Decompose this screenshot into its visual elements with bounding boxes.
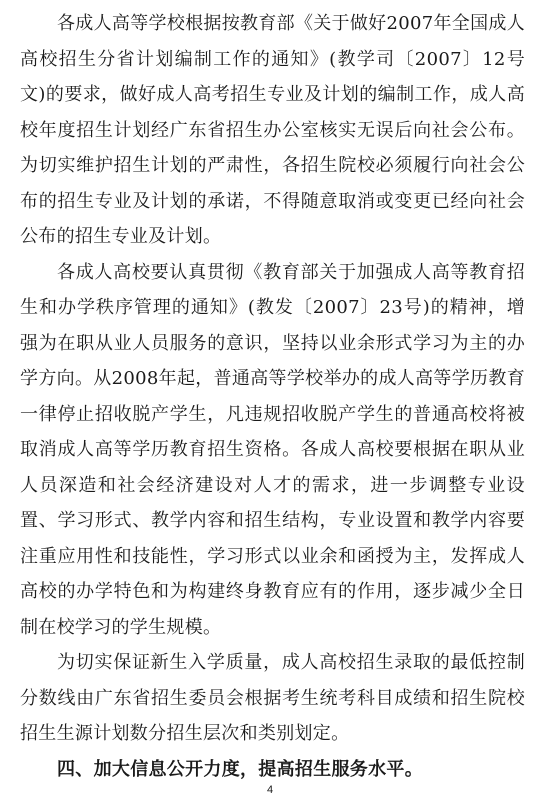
document-body (20, 6, 525, 787)
paragraph-enrollment-order: 各成人高校要认真贯彻《教育部关于加强成人高等教育招生和办学秩序管理的通知》(教发〔2007〕23号)的精神，增强为在职从业人员服务的意识，坚持以业余形式学习为主的办学方向。从2008年起，普通高等学校举办的成人高等学历教育一律停止招收脱产学生，凡违规招收脱产学生的普通高校将被取消成人高等学历教育招生资格。各成人高校要根据在职从业人员深造和社会经济建设对人才的需求，进一步调整专业设置、学习形式、教学内容和招生结构，专业设置和教学内容要注重应用性和技能性，学习形式以业余和函授为主，发挥成人高校的办学特色和为构建终身教育应有的作用，逐步减少全日制在校学习的学生规模。 (20, 261, 525, 638)
paragraph-enrollment-plan: 各成人高等学校根据按教育部《关于做好2007年全国成人高校招生分省计划编制工作的通知》(教学司〔2007〕12号文)的要求，做好成人高考招生专业及计划的编制工作，成人高校年度招生计划经广东省招生办公室核实无误后向社会公布。为切实维护招生计划的严肃性，各招生院校必须履行向社会公布的招生专业及计划的承诺，不得随意取消或变更已经向社会公布的招生专业及计划。 (20, 13, 525, 247)
page-number: 4 (266, 784, 274, 796)
section-heading: 四、加大信息公开力度，提高招生服务水平。 (57, 758, 423, 780)
paragraph-admission-score: 为切实保证新生入学质量，成人高校招生录取的最低控制分数线由广东省招生委员会根据考生统考科目成绩和招生院校招生生源计划数分招生层次和类别划定。 (20, 652, 525, 744)
